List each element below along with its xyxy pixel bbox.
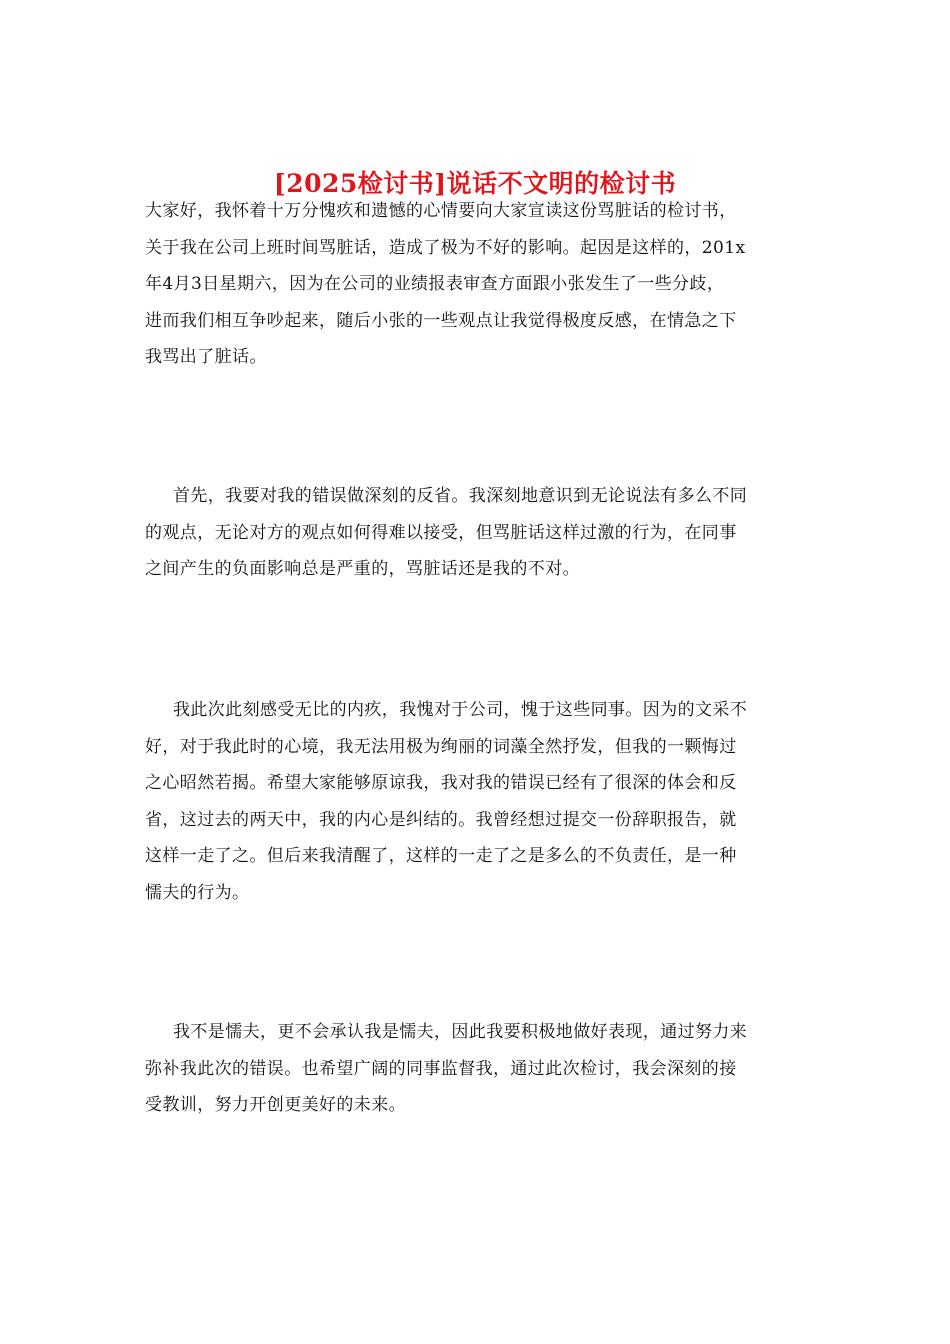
paragraph-line: 之间产生的负面影响总是严重的，骂脏话还是我的不对。	[145, 559, 580, 579]
paragraph-line: 这样一走了之。但后来我清醒了，这样的一走了之是多么的不负责任，是一种	[145, 846, 737, 866]
paragraph-line: 懦夫的行为。	[145, 882, 250, 903]
paragraph-1	[145, 193, 815, 376]
paragraph-line: 省，这过去的两天中，我的内心是纠结的。我曾经想过提交一份辞职报告，就	[145, 809, 737, 830]
paragraph-line: 的观点，无论对方的观点如何得难以接受，但骂脏话这样过激的行为，在同事	[145, 522, 737, 543]
paragraph-line: 受教训，努力开创更美好的未来。	[145, 1095, 406, 1115]
paragraph-3	[145, 692, 815, 911]
paragraph-line: 进而我们相互争吵起来，随后小张的一些观点让我觉得极度反感，在情急之下	[145, 310, 737, 331]
paragraph-4	[145, 1014, 815, 1124]
paragraph-line: 首先，我要对我的错误做深刻的反省。我深刻地意识到无论说法有多么不同	[173, 486, 748, 506]
document-title: [2025检讨书]说话不文明的检讨书	[273, 168, 677, 198]
paragraph-2	[145, 478, 815, 588]
paragraph-line: 之心昭然若揭。希望大家能够原谅我，我对我的错误已经有了很深的体会和反	[145, 773, 737, 793]
paragraph-line: 好，对于我此时的心境，我无法用极为绚丽的词藻全然抒发，但我的一颗悔过	[145, 736, 737, 757]
paragraph-line: 年4月3日星期六，因为在公司的业绩报表审查方面跟小张发生了一些分歧，	[145, 274, 725, 294]
paragraph-line: 弥补我此次的错误。也希望广阔的同事监督我，通过此次检讨，我会深刻的接	[145, 1058, 737, 1079]
paragraph-line: 我骂出了脏话。	[145, 347, 267, 367]
paragraph-line: 关于我在公司上班时间骂脏话，造成了极为不好的影响。起因是这样的，201x	[145, 237, 746, 258]
paragraph-line: 我此次此刻感受无比的内疚，我愧对于公司，愧于这些同事。因为的文采不	[173, 700, 748, 720]
paragraph-line: 我不是懦夫，更不会承认我是懦夫，因此我要积极地做好表现，通过努力来	[173, 1022, 748, 1042]
paragraph-line: 大家好，我怀着十万分愧疚和遗憾的心情要向大家宣读这份骂脏话的检讨书，	[145, 201, 737, 221]
